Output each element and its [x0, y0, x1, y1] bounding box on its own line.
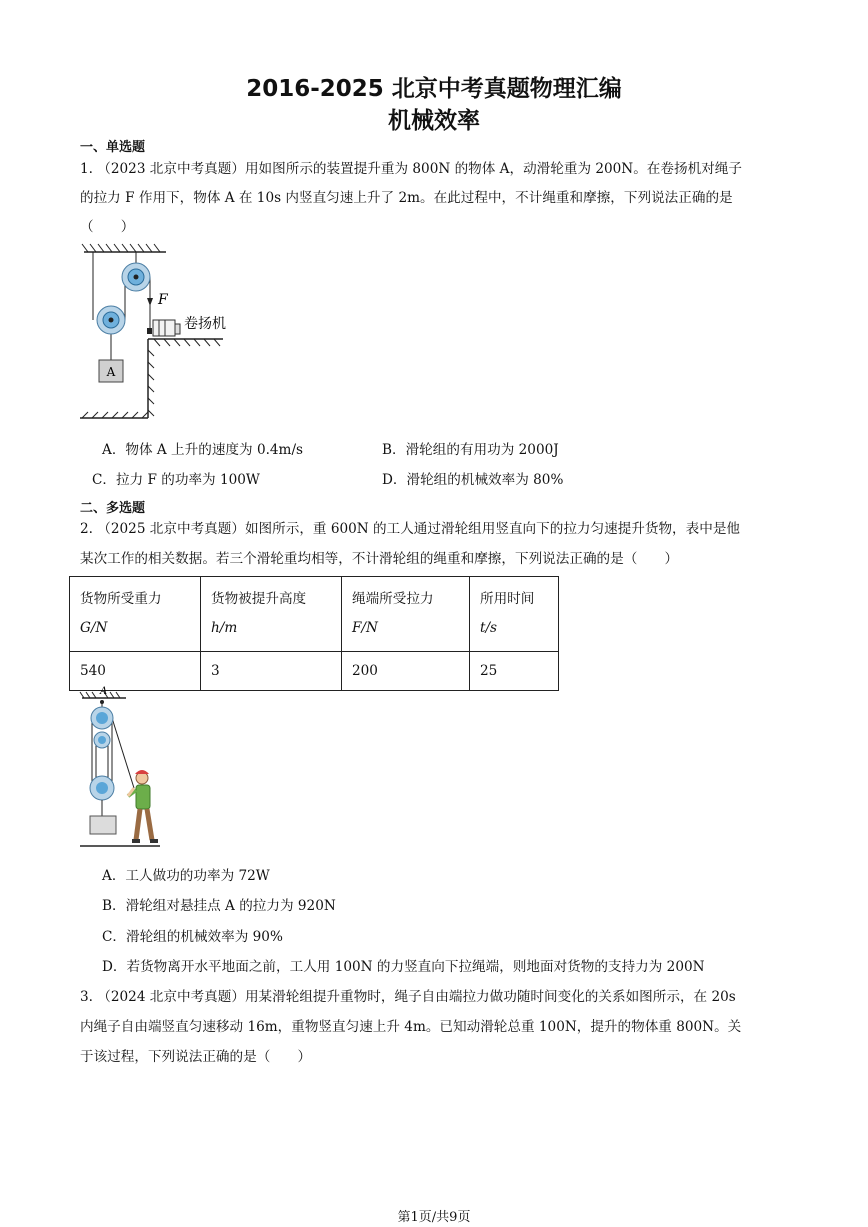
- table-cell: 200: [342, 652, 470, 691]
- table-row: [70, 652, 559, 691]
- table-cell: 3: [201, 652, 342, 691]
- table-header-cell: 绳端所受拉力 F/N: [342, 577, 470, 652]
- page-number: 第1页/共9页: [397, 1210, 471, 1225]
- table-header-cell: 货物所受重力 G/N: [70, 577, 201, 652]
- page-title: 2016-2025 北京中考真题物理汇编: [246, 76, 622, 102]
- q1-option-d[interactable]: D．滑轮组的机械效率为 80%: [382, 472, 564, 488]
- section-title-multiple-choice: 二、多选题: [80, 501, 146, 516]
- table-header-cell: 所用时间 t/s: [470, 577, 559, 652]
- q3-stem-line1: 3. （2024 北京中考真题）用某滑轮组提升重物时，绳子自由端拉力做功随时间变化的关系如图所示，在 20s: [80, 989, 736, 1005]
- table-header-row: [70, 577, 559, 652]
- q1-option-a[interactable]: A．物体 A 上升的速度为 0.4m/s: [102, 442, 304, 458]
- q3-stem-line2: 内绳子自由端竖直匀速移动 16m，重物竖直匀速上升 4m。已知动滑轮总重 100N，提升的物体重 800N。关: [80, 1019, 742, 1035]
- q2-option-c[interactable]: C．滑轮组的机械效率为 90%: [102, 929, 283, 945]
- q2-option-a[interactable]: A．工人做功的功率为 72W: [102, 868, 270, 884]
- q1-stem-line2: 的拉力 F 作用下，物体 A 在 10s 内竖直匀速上升了 2m。在此过程中，不计绳重和摩擦，下列说法正确的是: [80, 190, 733, 206]
- q1-force-label: F: [158, 292, 168, 308]
- q3-stem-line3: 于该过程，下列说法正确的是（ ）: [80, 1049, 312, 1065]
- q2-data-table: [69, 576, 559, 691]
- q2-stem-line1: 2. （2025 北京中考真题）如图所示，重 600N 的工人通过滑轮组用竖直向下的拉力匀速提升货物，表中是他: [80, 521, 741, 537]
- table-cell: 540: [70, 652, 201, 691]
- q1-option-c[interactable]: C．拉力 F 的功率为 100W: [92, 472, 260, 488]
- q2-option-b[interactable]: B．滑轮组对悬挂点 A 的拉力为 920N: [102, 898, 336, 914]
- q2-pulley-worker-figure: [78, 686, 178, 854]
- q1-block-label: A: [106, 365, 116, 379]
- q1-pulley-winch-figure: [78, 240, 248, 420]
- q1-option-b[interactable]: B．滑轮组的有用功为 2000J: [382, 442, 559, 458]
- q1-winch-label: 卷扬机: [184, 316, 226, 332]
- q2-stem-line2: 某次工作的相关数据。若三个滑轮重均相等，不计滑轮组的绳重和摩擦，下列说法正确的是（ ）: [80, 551, 679, 567]
- q1-stem-line1: 1. （2023 北京中考真题）用如图所示的装置提升重为 800N 的物体 A，动滑轮重为 200N。在卷扬机对绳子: [80, 161, 742, 177]
- page-subtitle: 机械效率: [388, 108, 480, 134]
- table-cell: 25: [470, 652, 559, 691]
- q1-stem-line3: （ ）: [80, 219, 135, 235]
- section-title-single-choice: 一、单选题: [80, 140, 146, 155]
- q2-option-d[interactable]: D．若货物离开水平地面之前，工人用 100N 的力竖直向下拉绳端，则地面对货物的支持力为 200N: [102, 959, 705, 975]
- table-header-cell: 货物被提升高度 h/m: [201, 577, 342, 652]
- q2-hook-label: A: [100, 686, 108, 697]
